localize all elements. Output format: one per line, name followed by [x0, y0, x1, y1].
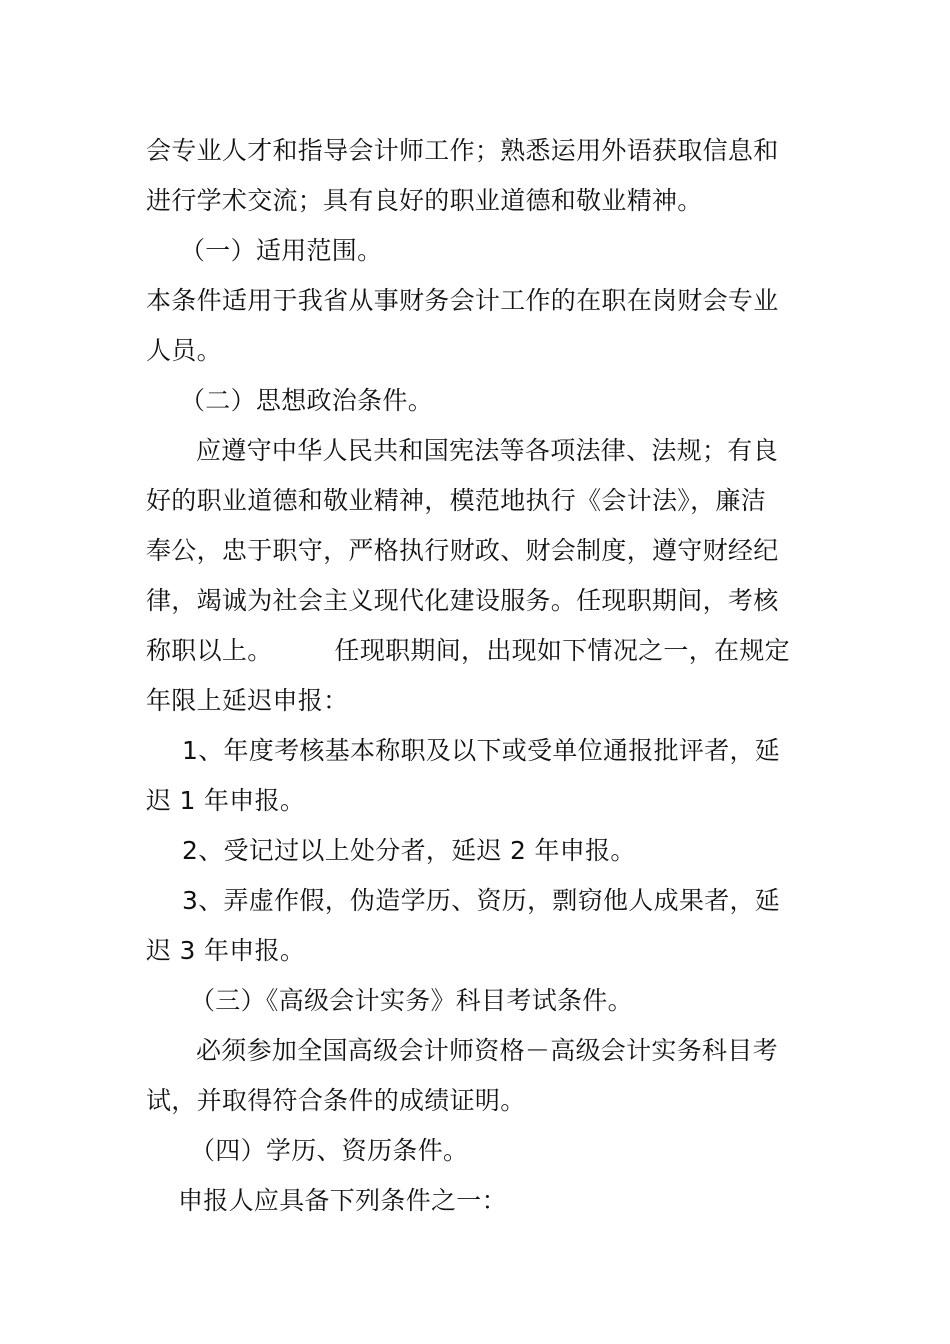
- text-line: 律，竭诚为社会主义现代化建设服务。任现职期间，考核: [146, 586, 779, 615]
- section-heading: （一）适用范围。: [180, 236, 383, 265]
- text-line: 迟 3 年申报。: [146, 936, 306, 965]
- text-line: 本条件适用于我省从事财务会计工作的在职在岗财会专业: [146, 286, 779, 315]
- text-line: 迟 1 年申报。: [146, 786, 306, 815]
- text-line: 进行学术交流；具有良好的职业道德和敬业精神。: [146, 186, 703, 215]
- text-line: 好的职业道德和敬业精神，模范地执行《会计法》，廉洁: [146, 486, 767, 515]
- list-item: 3、弄虚作假，伪造学历、资历，剽窃他人成果者，延: [182, 886, 781, 915]
- list-item: 2、受记过以上处分者，延迟 2 年申报。: [182, 836, 636, 865]
- text-line: 必须参加全国高级会计师资格－高级会计实务科目考: [196, 1036, 778, 1065]
- text-segment: 任现职期间，出现如下情况之一，在规定: [334, 636, 790, 665]
- section-heading: （二）思想政治条件。: [180, 386, 434, 415]
- text-line: 人员。: [146, 336, 222, 365]
- text-segment: 称职以上。: [146, 636, 273, 665]
- text-line: [146, 634, 790, 668]
- text-line: 奉公，忠于职守，严格执行财政、财会制度，遵守财经纪: [146, 536, 779, 565]
- section-heading: （四）学历、资历条件。: [190, 1136, 469, 1165]
- text-line: 会专业人才和指导会计师工作；熟悉运用外语获取信息和: [146, 136, 779, 165]
- text-line: 应遵守中华人民共和国宪法等各项法律、法规；有良: [196, 436, 778, 465]
- text-line: 申报人应具备下列条件之一：: [178, 1186, 507, 1215]
- list-item: 1、年度考核基本称职及以下或受单位通报批评者，延: [182, 736, 781, 765]
- text-line: 年限上延迟申报：: [146, 686, 349, 715]
- text-line: 试，并取得符合条件的成绩证明。: [146, 1086, 526, 1115]
- section-heading: （三）《高级会计实务》科目考试条件。: [190, 986, 633, 1015]
